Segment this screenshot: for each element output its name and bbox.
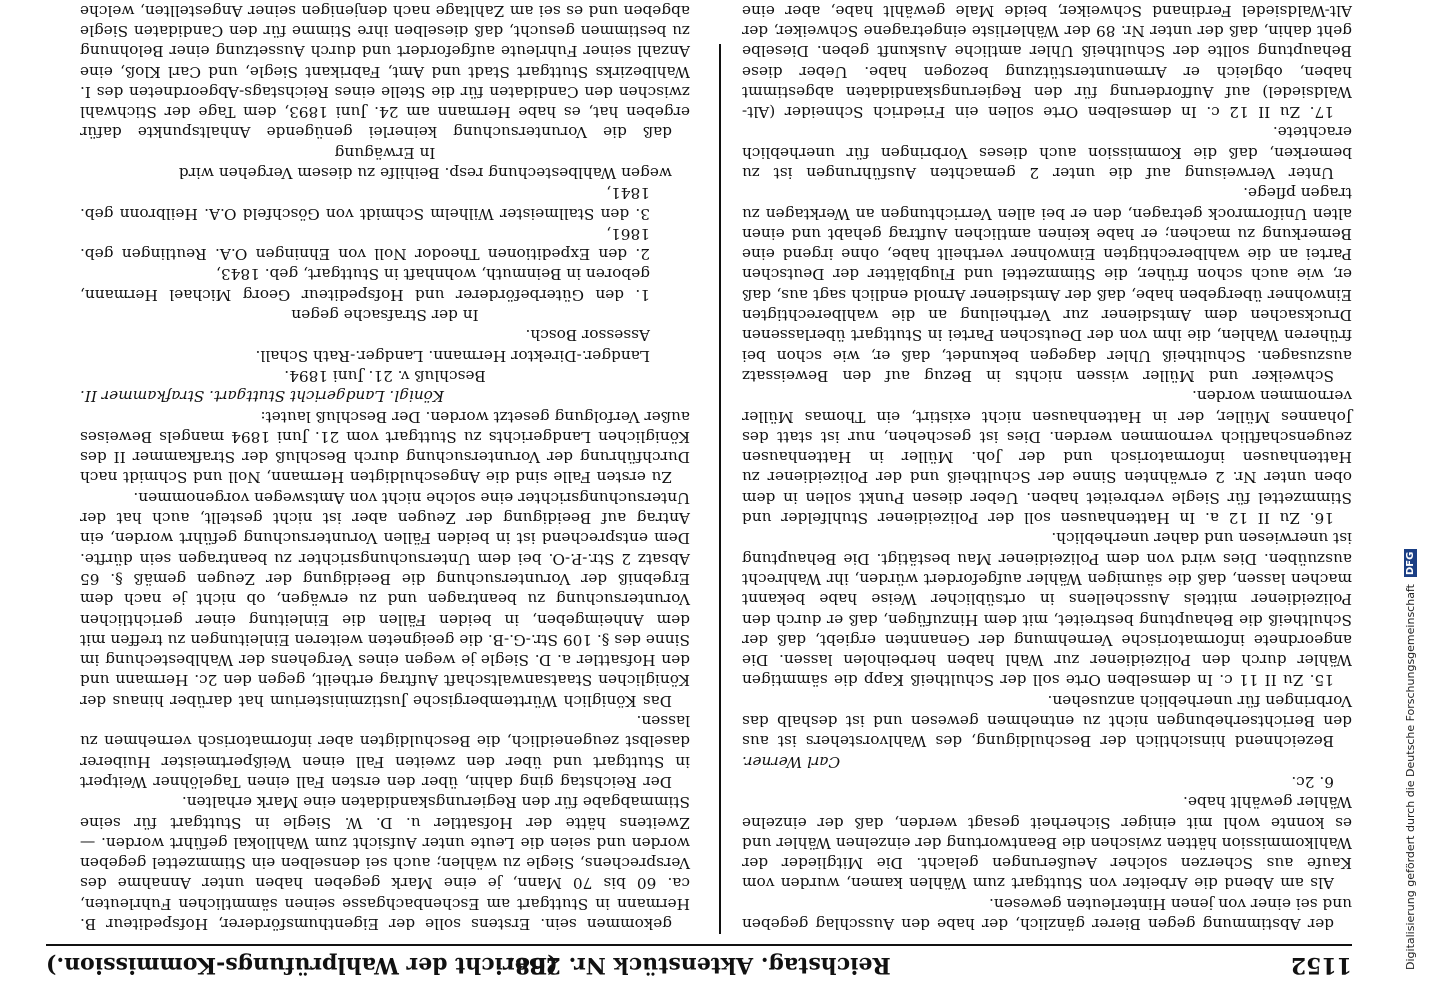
paragraph: Das Königlich Württembergische Justizministerium hat darüber hinaus der Königlichen Staatsanwaltschaft Auftrag ertheilt, gegen den 2c. Hermann und den Hofsattler a. D. Siegle je wegen eines Vergehens der Wahlbestechung im Sinne des §. 109 Str.-G.-B. die geeigneten weiteren Einleitungen zu treffen mit dem Anheimgeben, in beiden Fällen die Einleitung einer gerichtlichen Voruntersuchung zu beantragen und zu erwägen, ob nicht je nach dem Ergebniß der Voruntersuchung die Beeidigung der Zeugen gemäß §. 65 Absatz 2 Str.-P.-O. bei dem Untersuchungsrichter zu beantragen sein dürfte. Dem entsprechend ist in beiden Fällen Voruntersuchung geführt worden, ein Antrag auf Beeidigung der Zeugen aber ist nicht gestellt, auch hat der Untersuchungsrichter eine solche nicht von Amtswegen vorgenommen. bbox=[80, 488, 690, 710]
paragraph: 15. Zu II 11 c. In demselben Orte soll der Schultheiß Kapp die sämmtigen Wähler durch den Polizeidiener zur Wahl haben herbeiholen lassen. Die angeordnete informatorische Vernehmung der Genannten ergiebt, daß der Schultheiß die Behauptung bestreitet, mit dem Hinzufügen, daß er durch den Polizeidiener mittels Ausschellens in ortsüblicher Weise habe bekannt machen lassen, daß die säumigen Wähler aufgefordert würden, ihr Wahlrecht auszuüben. Dies wird von dem Polizeidiener Mau bestätigt. Die Behauptung ist unerwiesen und daher unerheblich. bbox=[742, 529, 1352, 690]
dfg-logo: DFG bbox=[1405, 551, 1416, 575]
signature: Carl Werner. bbox=[742, 752, 841, 771]
decision-date: Beschluß v. 21. Juni 1894. bbox=[284, 366, 486, 385]
paragraph: Bezeichnend hinsichtlich der Beschuldigung, des Wahlvorstehers ist aus den Berichtserhebungen nicht zu entnehmen gewesen und ist deshalb das Vorbringen für unerheblich anzusehen. bbox=[742, 691, 1352, 751]
judges-line: Landger.-Direktor Hermann. Landger.-Rath Schall. bbox=[255, 346, 650, 365]
left-column bbox=[742, 1, 1352, 934]
right-column bbox=[80, 1, 690, 934]
footer-text: Digitalisierung gefördert durch die Deutsche Forschungsgemeinschaft bbox=[1404, 584, 1417, 970]
defendant-item: 1. den Güterbeförderer und Hofspediteur Georg Michael Hermann, geboren in Beinmuth, wohnhaft in Stuttgart, geb. 1843, bbox=[80, 265, 650, 304]
defendant-item: 2. den Expeditionen Theodor Noll von Ehningen O.A. Reutlingen geb. 1861, bbox=[80, 224, 650, 264]
paragraph: daß die Voruntersuchung keinerlei genügende Anhaltspunkte dafür ergeben hat, es habe Hermann am 24. Juni 1893, dem Tage der Stichwahl zwischen den Candidaten für die Stelle eines Reichstags-Abgeordneten des I. Wahlbezirks Stuttgart Stadt und Amt, Fabrikant Siegle, und Carl Kloß, eine Anzahl seiner Fuhrleute aufgefordert und durch Aussetzung einer Belohnung zu bestimmen gesucht, daß dieselben ihre Stimme für den Candidaten Siegle abgeben und es sei am Zahltage nach denjenigen seiner Angestellten, welche bbox=[80, 1, 690, 142]
page-subtitle: (Bericht der Wahlprüfungs-Kommission.) bbox=[46, 952, 558, 978]
case-heading: In der Strafsache gegen bbox=[291, 306, 479, 325]
paragraph: 6. 2c. bbox=[1291, 772, 1334, 791]
court-heading: Königl. Landgericht Stuttgart. Strafkammer II. bbox=[80, 387, 444, 406]
paragraph: Zu ersten Falle sind die Angeschuldigten Hermann, Noll und Schmidt nach Durchführung der Voruntersuchung durch Beschluß der Strafkammer II des Königlichen Landgerichts zu Stuttgart vom 21. Juni 1894 mangels Beweises außer Verfolgung gesetzt worden. Der Beschluß lautet: bbox=[80, 407, 690, 487]
paragraph: Der Reichstag ging dahin, über den ersten Fall einen Tagelöhner Weitpert in Stuttgart und über den zweiten Fall einen Weißpertmeister Huiberer daselbst zeugeneidlich, die Beschuldigten aber informatorisch vernehmen zu lassen. bbox=[80, 712, 690, 791]
page-number: 1152 bbox=[1290, 952, 1352, 978]
page-header bbox=[46, 944, 1352, 982]
digitization-footer bbox=[1404, 70, 1424, 970]
column-divider bbox=[719, 44, 721, 934]
paragraph: 17. Zu II 12 c. In demselben Orte sollen ein Friedrich Schneider (Alt-Waldsiedel) auf Aufforderung für den Regierungskandidaten abgestimmt haben, obgleich er Armenunterstützung bezogen habe. Ueber diese Behauptung sollte der Schultheiß Uhler amtliche Auskunft geben. Dieselbe geht dahin, daß der unter Nr. 89 der Wählerliste eingetragene Schweiker, der Alt-Waldsiedel Ferdinand Schweiker, beide Male gewählt habe, aber eine bbox=[742, 1, 1352, 122]
paragraph: 16. Zu II 12 a. In Hattenhausen soll der Polizeidiener Stuhlfelder und Stimmzettel für Siegle verbreitet haben. Ueber diesen Punkt sollen in dem oben unter Nr. 2 erwähnten Sinne der Schultheiß und der Polizeidiener zu Hattenhausen informatorisch und der Joh. Müller in Hattenhausen zeugenschaftlich vernommen werden. Dies ist geschehen, nur ist statt des Johannes Müller, der in Hattenhausen nicht existirt, ein Thomas Müller vernommen worden. bbox=[742, 387, 1352, 528]
consideration-heading: In Erwägung bbox=[334, 143, 436, 162]
paragraph: wegen Wahlbestechung resp. Beihilfe zu diesem Vergehen wird bbox=[178, 164, 672, 183]
paragraph: Als am Abend die Arbeiter von Stuttgart zum Wählen kamen, wurden vom Kaufe aus Scherzen solcher Aeußerungen gelacht. Die Mitglieder der Wahlkommission hätten zwischen die Beantwortung der einzelnen Wähler und es konnte wohl mit einiger Sicherheit gesagt werden, daß der einzelne Wähler gewählt habe. bbox=[742, 793, 1352, 893]
defendant-item: 3. den Stallmeister Wilhelm Schmidt von Göschfeld O.A. Heilbronn geb. 1841, bbox=[80, 184, 650, 223]
judges-line: Assessor Bosch. bbox=[525, 326, 650, 345]
paragraph: Schweiker und Müller wissen nichts in Bezug auf den Beweissatz auszusagen. Schultheiß Uhler dagegen bekundet, daß er, wie schon bei früheren Wahlen, die ihm von der Deutschen Partei in Stuttgart überlassenen Drucksachen dem Amtsdiener zur Vertheilung an die wahlberechtigten Einwohner übergeben habe, daß der Amtsdiener Arnold endlich sagt aus, daß er, wie auch schon früher, die Stimmzettel und Flugblätter der Deutschen Partei an die wahlberechtigten Einwohner vertheilt habe, ohne irgend eine Bemerkung zu machen; er habe keinen amtlichen Auftrag gehabt und einen alten Uniformrock getragen, den er bei allen Verrichtungen an Werktagen zu tragen pflege. bbox=[742, 184, 1352, 385]
paragraph: Unter Verweisung auf die unter 2 gemachten Ausführungen ist zu bemerken, daß die Kommission auch dieses Vorbringen für unerheblich erachtete. bbox=[742, 123, 1352, 183]
paragraph: gekommen sein. Erstens solle der Eigenthumsförderer, Hofspediteur B. Hermann in Stuttgart am Eschenbachgasse seinen sämmtlichen Fuhrleuten, ca. 60 bis 70 Mann, je eine Mark gegeben haben unter Annahme des Versprechens, Siegle zu wählen; auch sei denselben ein Stimmzettel gegeben worden und seien die Leute unter Aufsicht zum Wahllokal geführt worden. — Zweitens hätte der Hofsattler u. D. W. Siegle in Stuttgart für seine Stimmabgabe für den Regierungskandidaten eine Mark erhalten. bbox=[80, 793, 690, 933]
paragraph: der Abstimmung gegen Bierer gänzlich, der habe den Ausschlag gegeben und sei einer von jenen Hinterleuten gewesen. bbox=[742, 894, 1352, 933]
page-title: Reichstag. Aktenstück Nr. 268. bbox=[507, 952, 891, 978]
